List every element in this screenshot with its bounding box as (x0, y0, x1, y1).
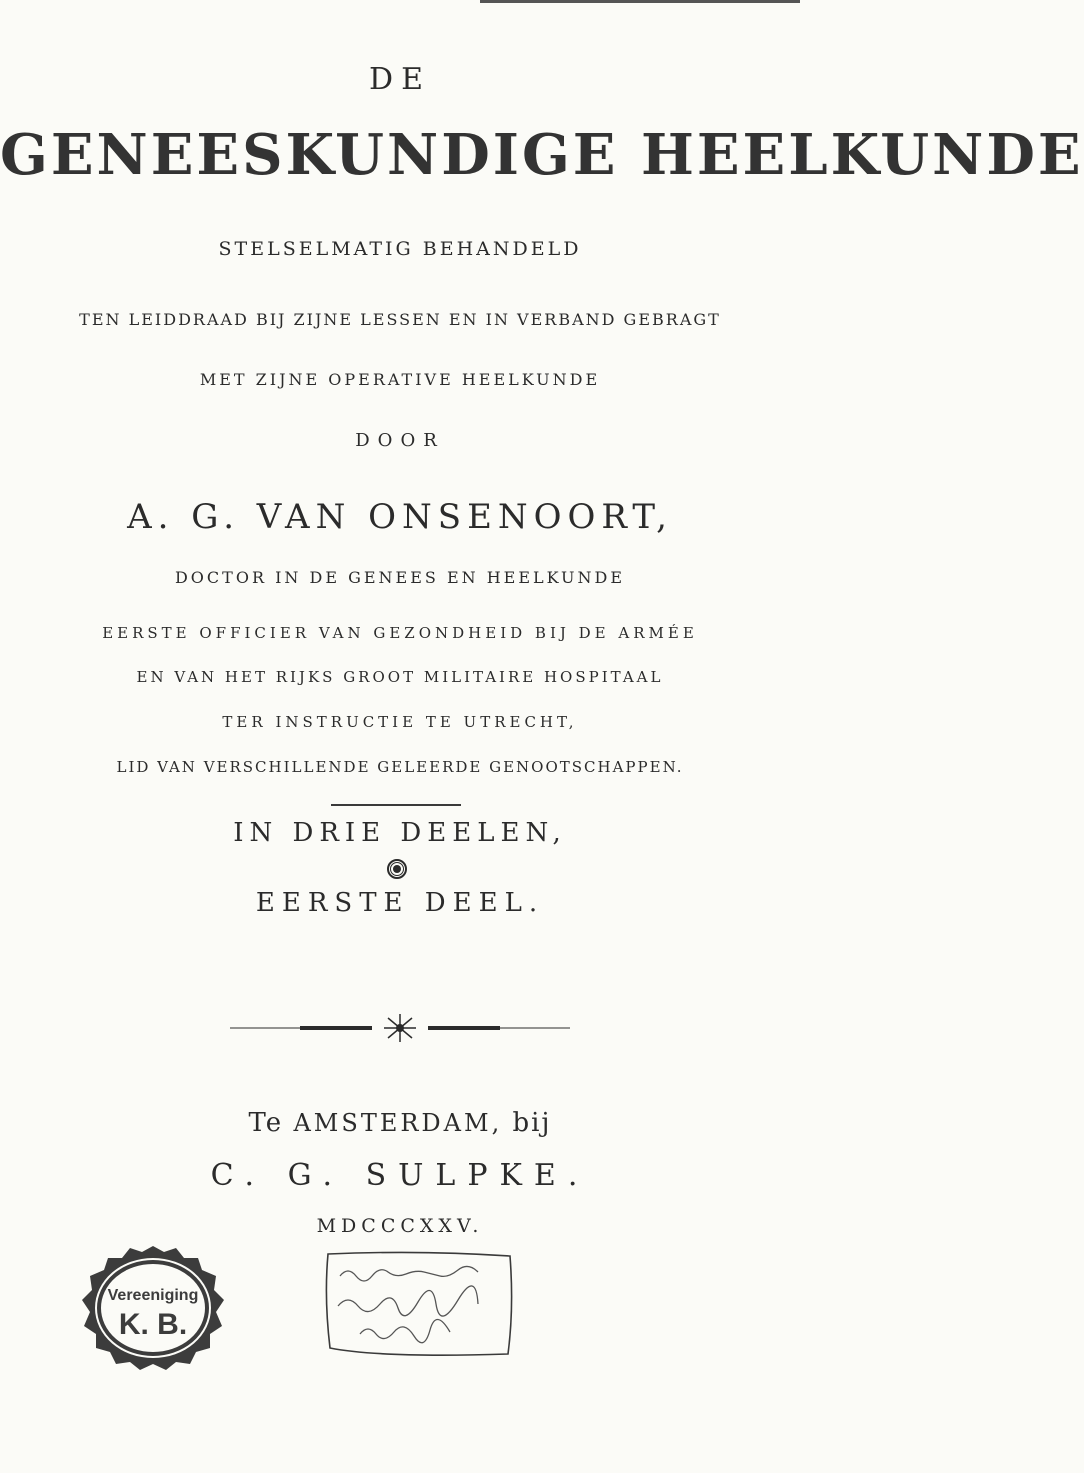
star-divider-icon (220, 1008, 580, 1048)
title-article: DE (369, 62, 431, 97)
author-title-2: EERSTE OFFICIER VAN GEZONDHEID BIJ DE ARMÉE (102, 624, 698, 642)
imprint-city: AMSTERDAM, (293, 1109, 503, 1137)
stamp-text-2: K. B. (118, 1308, 188, 1341)
imprint-suffix: bij (512, 1108, 552, 1138)
publication-year: MDCCCXXV. (316, 1215, 484, 1237)
author-title-3: EN VAN HET RIJKS GROOT MILITAIRE HOSPITAAL (136, 668, 664, 686)
by-line: DOOR (355, 430, 445, 451)
stamp-text-1: Vereeniging (107, 1287, 199, 1304)
volume-count: IN DRIE DEELEN, (233, 818, 567, 848)
subtitle-line-2: TEN LEIDDRAAD BIJ ZIJNE LESSEN EN IN VERBAND GEBRAGT (79, 310, 721, 329)
author-name: A. G. VAN ONSENOORT, (127, 497, 673, 537)
imprint-prefix: Te (248, 1108, 284, 1138)
handwritten-signature-box (320, 1248, 516, 1360)
subtitle-line-1: STELSELMATIG BEHANDELD (218, 238, 582, 260)
imprint-place (0, 1108, 800, 1138)
top-edge-rule (480, 0, 800, 3)
author-title-1: DOCTOR IN DE GENEES EN HEELKUNDE (174, 568, 626, 587)
printer-name: C. G. SULPKE. (210, 1158, 590, 1193)
volume-number: EERSTE DEEL. (255, 888, 545, 918)
author-title-5: LID VAN VERSCHILLENDE GELEERDE GENOOTSCHAPPEN. (116, 758, 684, 776)
rosette-ornament-icon (386, 858, 408, 880)
subtitle-line-3: MET ZIJNE OPERATIVE HEELKUNDE (199, 370, 601, 389)
library-stamp (78, 1242, 228, 1372)
author-title-4: TER INSTRUCTIE TE UTRECHT, (222, 713, 578, 731)
main-title: GENEESKUNDIGE HEELKUNDE (0, 122, 1084, 188)
short-rule (331, 804, 461, 806)
